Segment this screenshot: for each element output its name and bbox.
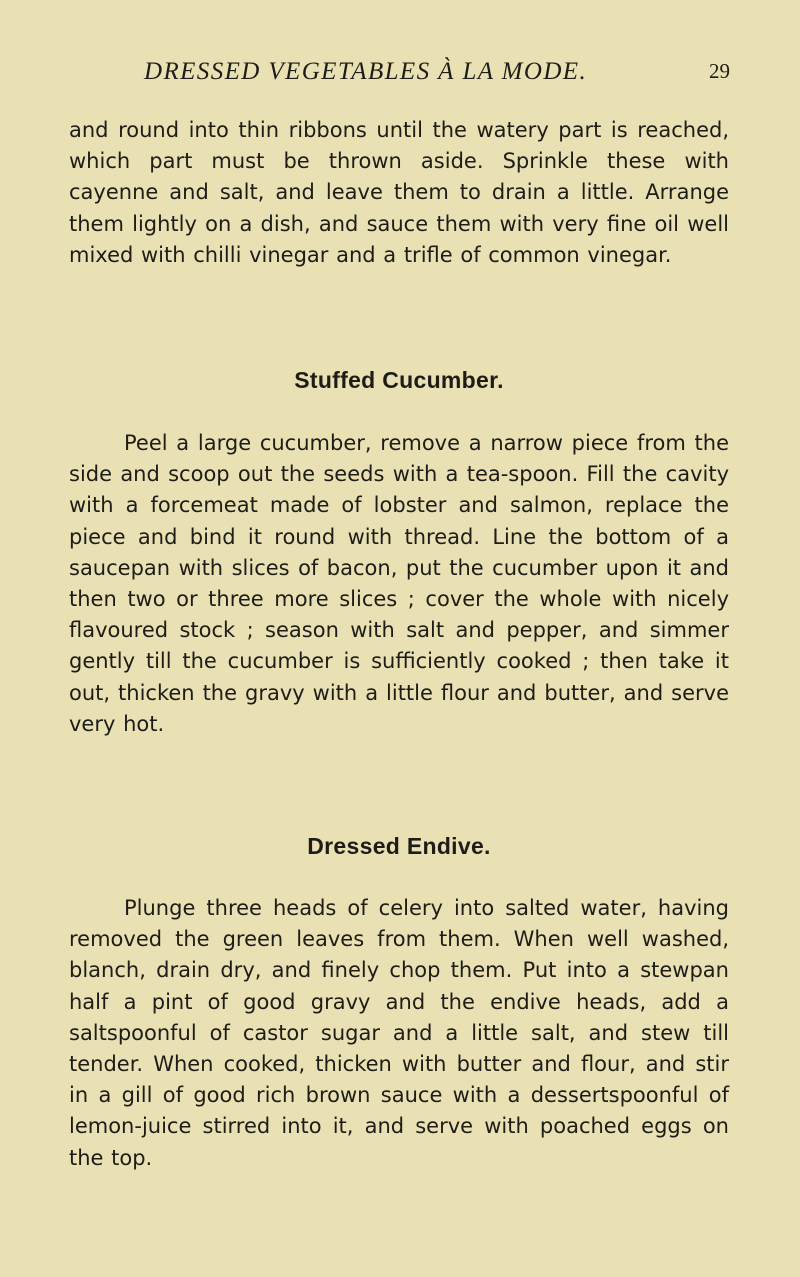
continued-paragraph: and round into thin ribbons until the watery part is reached, which part must be thrown aside. Sprinkle these with cayenne and salt, and leave them to drain a little. Arrange them lightly on a dish, and sauce them with very fine oil well mixed with chilli vinegar and a trifle of common vinegar.	[69, 118, 729, 267]
recipe-body-dressed-endive: Plunge three heads of celery into salted water, having removed the green leaves from them. When well washed, blanch, drain dry, and finely chop them. Put into a stewpan half a pint of good gravy and the endive heads, add a saltspoonful of castor sugar and a little salt, and stew till tender. When cooked, thicken with butter and flour, and stir in a gill of good rich brown sauce with a dessertspoonful of lemon-juice stirred into it, and serve with poached eggs on the top.	[69, 896, 729, 1170]
running-head-title: DRESSED VEGETABLES À LA MODE.	[144, 58, 588, 85]
page-number: 29	[709, 59, 730, 83]
recipe-heading-dressed-endive: Dressed Endive.	[307, 833, 491, 859]
recipe-body-stuffed-cucumber: Peel a large cucumber, remove a narrow piece from the side and scoop out the seeds with a tea-spoon. Fill the cavity with a forcemeat made of lobster and salmon, replace the piece and bind it round with thread. Line the bottom of a saucepan with slices of bacon, put the cucumber upon it and then two or three more slices ; cover the whole with nicely flavoured stock ; season with salt and pepper, and simmer gently till the cucumber is sufficiently cooked ; then take it out, thicken the gravy with a little flour and butter, and serve very hot.	[69, 431, 729, 736]
recipe-heading-stuffed-cucumber: Stuffed Cucumber.	[294, 367, 504, 393]
running-head	[144, 58, 730, 94]
